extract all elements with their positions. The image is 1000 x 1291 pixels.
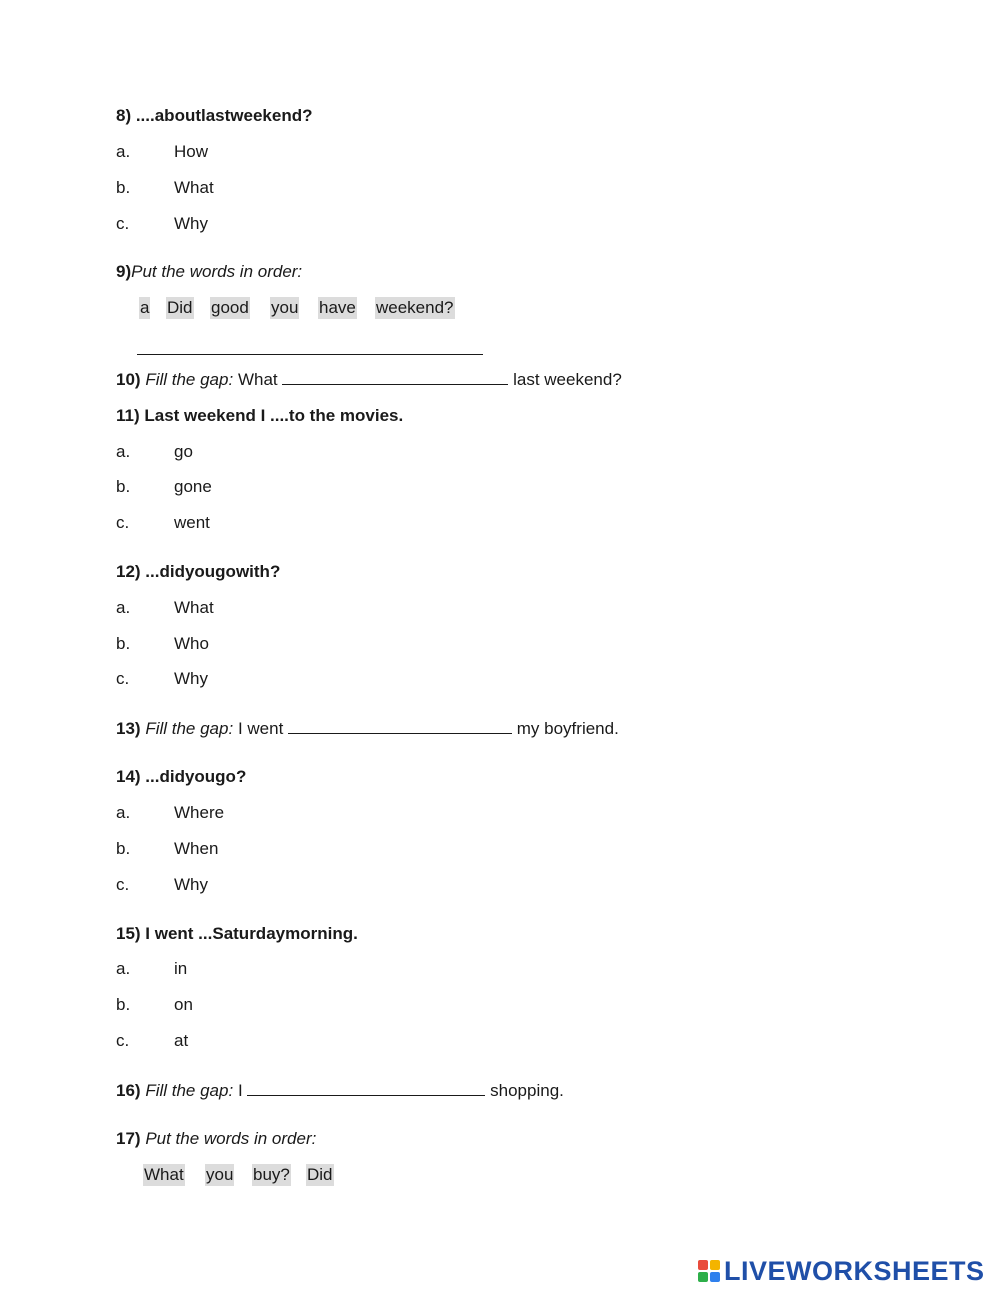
logo-block <box>698 1260 708 1270</box>
word-chip[interactable]: weekend? <box>376 298 454 317</box>
gap-blank-13[interactable] <box>288 717 512 734</box>
liveworksheets-logo <box>698 1256 985 1286</box>
logo-text: LIVEWORKSHEETS <box>724 1255 985 1286</box>
logo-block <box>710 1260 720 1270</box>
word-chip[interactable]: Did <box>307 1165 333 1184</box>
option-letter: b. <box>116 995 131 1014</box>
question-11: 11) Last weekend I ....to the movies. <box>116 406 404 425</box>
option-text: What <box>174 598 214 617</box>
option-text: Why <box>174 875 208 894</box>
gap-text-before: I went <box>237 719 284 738</box>
answer-line-9[interactable] <box>137 354 483 355</box>
option-letter: c. <box>116 214 130 233</box>
option-letter: c. <box>116 1031 130 1050</box>
question-10 <box>116 368 622 391</box>
option-text: What <box>174 178 214 197</box>
option-letter: a. <box>116 142 131 161</box>
option-letter: a. <box>116 598 131 617</box>
question-instruction: Fill the gap: <box>145 370 234 389</box>
option-letter: b. <box>116 839 131 858</box>
question-16 <box>116 1079 564 1102</box>
option-letter: b. <box>116 178 131 197</box>
gap-text-before: I <box>237 1081 243 1100</box>
gap-blank-10[interactable] <box>282 368 508 385</box>
option-text: Why <box>174 214 208 233</box>
option-letter: c. <box>116 513 130 532</box>
question-17 <box>116 1128 316 1150</box>
word-chip[interactable]: you <box>206 1165 234 1184</box>
option-text: go <box>174 442 193 461</box>
word-chip[interactable]: a <box>140 298 150 317</box>
question-number: 17) <box>116 1129 141 1148</box>
option-text: When <box>174 839 219 858</box>
option-text: at <box>174 1031 189 1050</box>
question-number: 9) <box>116 262 132 281</box>
option-letter: a. <box>116 959 131 978</box>
word-chip[interactable]: have <box>319 298 356 317</box>
question-instruction: Fill the gap: <box>145 1081 234 1100</box>
question-number: 10) <box>116 370 141 389</box>
option-letter: b. <box>116 634 131 653</box>
gap-blank-16[interactable] <box>247 1079 485 1096</box>
question-13 <box>116 717 619 740</box>
gap-text-after: shopping. <box>490 1081 564 1100</box>
question-instruction: Put the words in order: <box>131 262 303 281</box>
question-8: 8) ....aboutlastweekend? <box>116 106 313 125</box>
question-15: 15) I went ...Saturdaymorning. <box>116 924 358 943</box>
option-text: on <box>174 995 193 1014</box>
word-chip[interactable]: good <box>211 298 249 317</box>
option-text: Who <box>174 634 209 653</box>
option-text: in <box>174 959 188 978</box>
gap-text-before: What <box>237 370 278 389</box>
option-letter: a. <box>116 803 131 822</box>
option-text: gone <box>174 477 212 496</box>
option-letter: b. <box>116 477 131 496</box>
question-instruction: Put the words in order: <box>145 1129 317 1148</box>
question-number: 13) <box>116 719 141 738</box>
option-text: How <box>174 142 209 161</box>
option-text: Where <box>174 803 225 822</box>
word-chip[interactable]: buy? <box>253 1165 290 1184</box>
option-letter: c. <box>116 669 130 688</box>
question-number: 16) <box>116 1081 141 1100</box>
word-chip[interactable]: you <box>271 298 299 317</box>
option-text: went <box>174 513 210 532</box>
question-12: 12) ...didyougowith? <box>116 562 281 581</box>
word-chip[interactable]: What <box>144 1165 184 1184</box>
option-letter: c. <box>116 875 130 894</box>
question-14: 14) ...didyougo? <box>116 767 247 786</box>
option-text: Why <box>174 669 208 688</box>
gap-text-after: my boyfriend. <box>516 719 619 738</box>
logo-block <box>710 1272 720 1282</box>
logo-block <box>698 1272 708 1282</box>
logo-blocks-icon <box>698 1260 720 1282</box>
word-chip[interactable]: Did <box>167 298 193 317</box>
question-instruction: Fill the gap: <box>145 719 234 738</box>
gap-text-after: last weekend? <box>513 370 622 389</box>
question-9 <box>116 261 302 283</box>
option-letter: a. <box>116 442 131 461</box>
